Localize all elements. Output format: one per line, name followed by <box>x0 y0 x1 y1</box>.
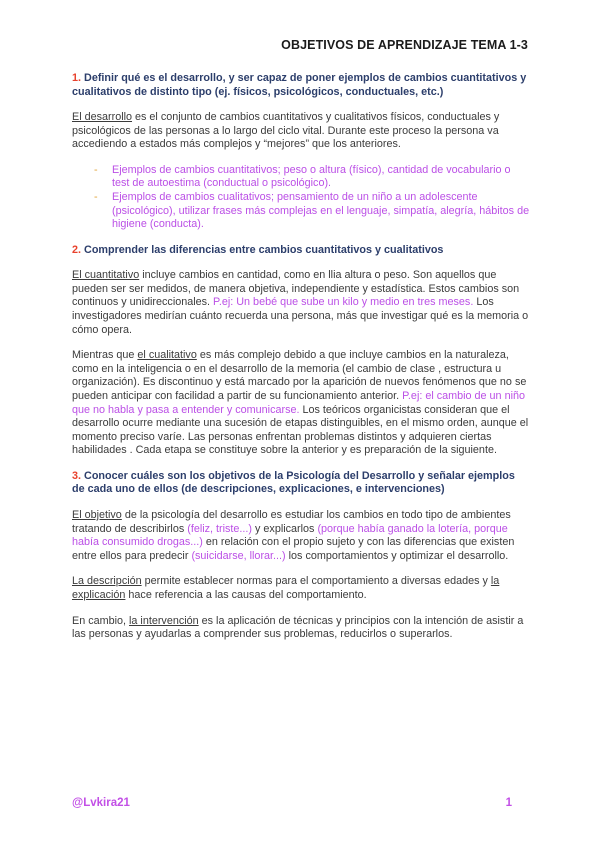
paragraph-text: en relación con el propio sujeto y con las diferencias que existen entre ellos para predecir <box>72 536 515 562</box>
section-2-number: 2. <box>72 243 82 256</box>
paragraph-text: Los investigadores medirían cuánto recuerda una persona, más que investigar qué es la memoria o cómo opera. <box>72 296 529 336</box>
section-3-paragraph-3 <box>72 615 530 642</box>
list-item: - Ejemplos de cambios cualitativos; pensamiento de un niño a un adolescente (psicológico), utilizar frases más complejas en el lenguaje, simpatía, alegría, hábitos de higiene (conducta). <box>94 191 530 232</box>
section-1-number: 1. <box>72 72 82 84</box>
section-3-paragraph-2 <box>72 575 530 602</box>
document-header-title: OBJETIVOS DE APRENDIZAJE TEMA 1-3 <box>281 38 528 52</box>
section-2-paragraph-1 <box>72 269 530 337</box>
section-1-heading <box>72 72 530 99</box>
paragraph-text: de la psicología del desarrollo es estudiar los cambios en todo tipo de ambientes tratando de describirlos <box>72 508 511 535</box>
term-cuantitativo: El cuantitativo <box>72 269 140 282</box>
section-3-title: Conocer cuáles son los objetivos de la Psicología del Desarrollo y señalar ejemplos de cada uno de ellos (de descripciones, explicaciones, e intervenciones) <box>72 469 515 496</box>
section-2-title: Comprender las diferencias entre cambios cuantitativos y cualitativos <box>81 243 444 256</box>
example-text: (suicidarse, llorar...) <box>191 549 286 562</box>
paragraph-text: Los teóricos organicistas consideran que el desarrollo ocurre mediante una sucesión de etapas distinguibles, en el mismo orden, aunque el momento preciso varíe. Las personas enfrentan problemas distintos y adquieren ciertas habilidades . Cada etapa se constituye sobre la anterior y es preparación de la siguiente. <box>72 403 529 457</box>
paragraph-text: es la aplicación de técnicas y principios con la intención de asistir a las personas y ayudarlas a comprender sus problemas, reducirlos o superarlos. <box>72 614 524 641</box>
footer-author-handle: @Lvkira21 <box>72 797 130 809</box>
term-explicacion: la explicación <box>72 575 500 601</box>
section-3-number: 3. <box>72 469 82 482</box>
footer-page-number: 1 <box>505 797 512 809</box>
document-content <box>72 72 530 654</box>
section-2-heading <box>72 244 530 258</box>
paragraph-text: En cambio, <box>72 614 130 627</box>
paragraph-text: incluye cambios en cantidad, como en llia altura o peso. Son aquellos que pueden ser ser medidos, de manera objetiva, independiente y estadística. Estos cambios son continuos y unidireccionales. <box>72 269 520 309</box>
section-1-paragraph-text: es el conjunto de cambios cuantitativos y cualitativos físicos, conductuales y psicológicos de las personas a lo largo del ciclo vital. Durante este proceso la persona va accediendo a estados más complejos y “mejores” que los anteriores. <box>72 111 500 151</box>
section-3-heading <box>72 470 530 497</box>
term-descripcion: La descripción <box>72 575 142 588</box>
paragraph-text: Mientras que <box>72 349 138 362</box>
paragraph-text: hace referencia a las causas del comportamiento. <box>125 588 367 601</box>
term-objetivo: El objetivo <box>72 508 122 521</box>
term-desarrollo: El desarrollo <box>72 111 133 123</box>
examples-list <box>72 164 530 232</box>
paragraph-text: permite establecer normas para el comportamiento a diversas edades y <box>141 575 491 588</box>
paragraph-text: es más complejo debido a que incluye cambios en la naturaleza, como en la inteligencia o en el desarrollo de la memoria (el cambio de clase , estructura u organización). Es discontinuo y está marcado por la aparición de nuevos fenómenos que no se pueden anticipar con facilidad a partir de su funcionamiento anterior. <box>72 349 527 402</box>
section-3-paragraph-1 <box>72 509 530 563</box>
example-text: (feliz, triste...) <box>187 522 253 535</box>
example-text: (porque había ganado la lotería, porque había consumido drogas...) <box>72 522 508 549</box>
list-item: - Ejemplos de cambios cuantitativos; peso o altura (físico), cantidad de vocabulario o test de autoestima (conductual o psicológico). <box>94 164 530 191</box>
term-cualitativo: el cualitativo <box>137 349 197 362</box>
paragraph-text: los comportamientos y optimizar el desarrollo. <box>285 549 509 562</box>
section-2-paragraph-2 <box>72 349 530 458</box>
section-1-title: Definir qué es el desarrollo, y ser capaz de poner ejemplos de cambios cuantitativos y cualitativos de distinto tipo (ej. físicos, psicológicos, conductuales, etc.) <box>72 72 527 98</box>
term-intervencion: la intervención <box>129 614 199 627</box>
example-text: P.ej: Un bebé que sube un kilo y medio en tres meses. <box>213 296 474 309</box>
section-1-paragraph <box>72 111 530 152</box>
example-text: P.ej: el cambio de un niño que no habla y pasa a entender y comunicarse. <box>72 390 525 416</box>
paragraph-text: y explicarlos <box>252 522 318 535</box>
